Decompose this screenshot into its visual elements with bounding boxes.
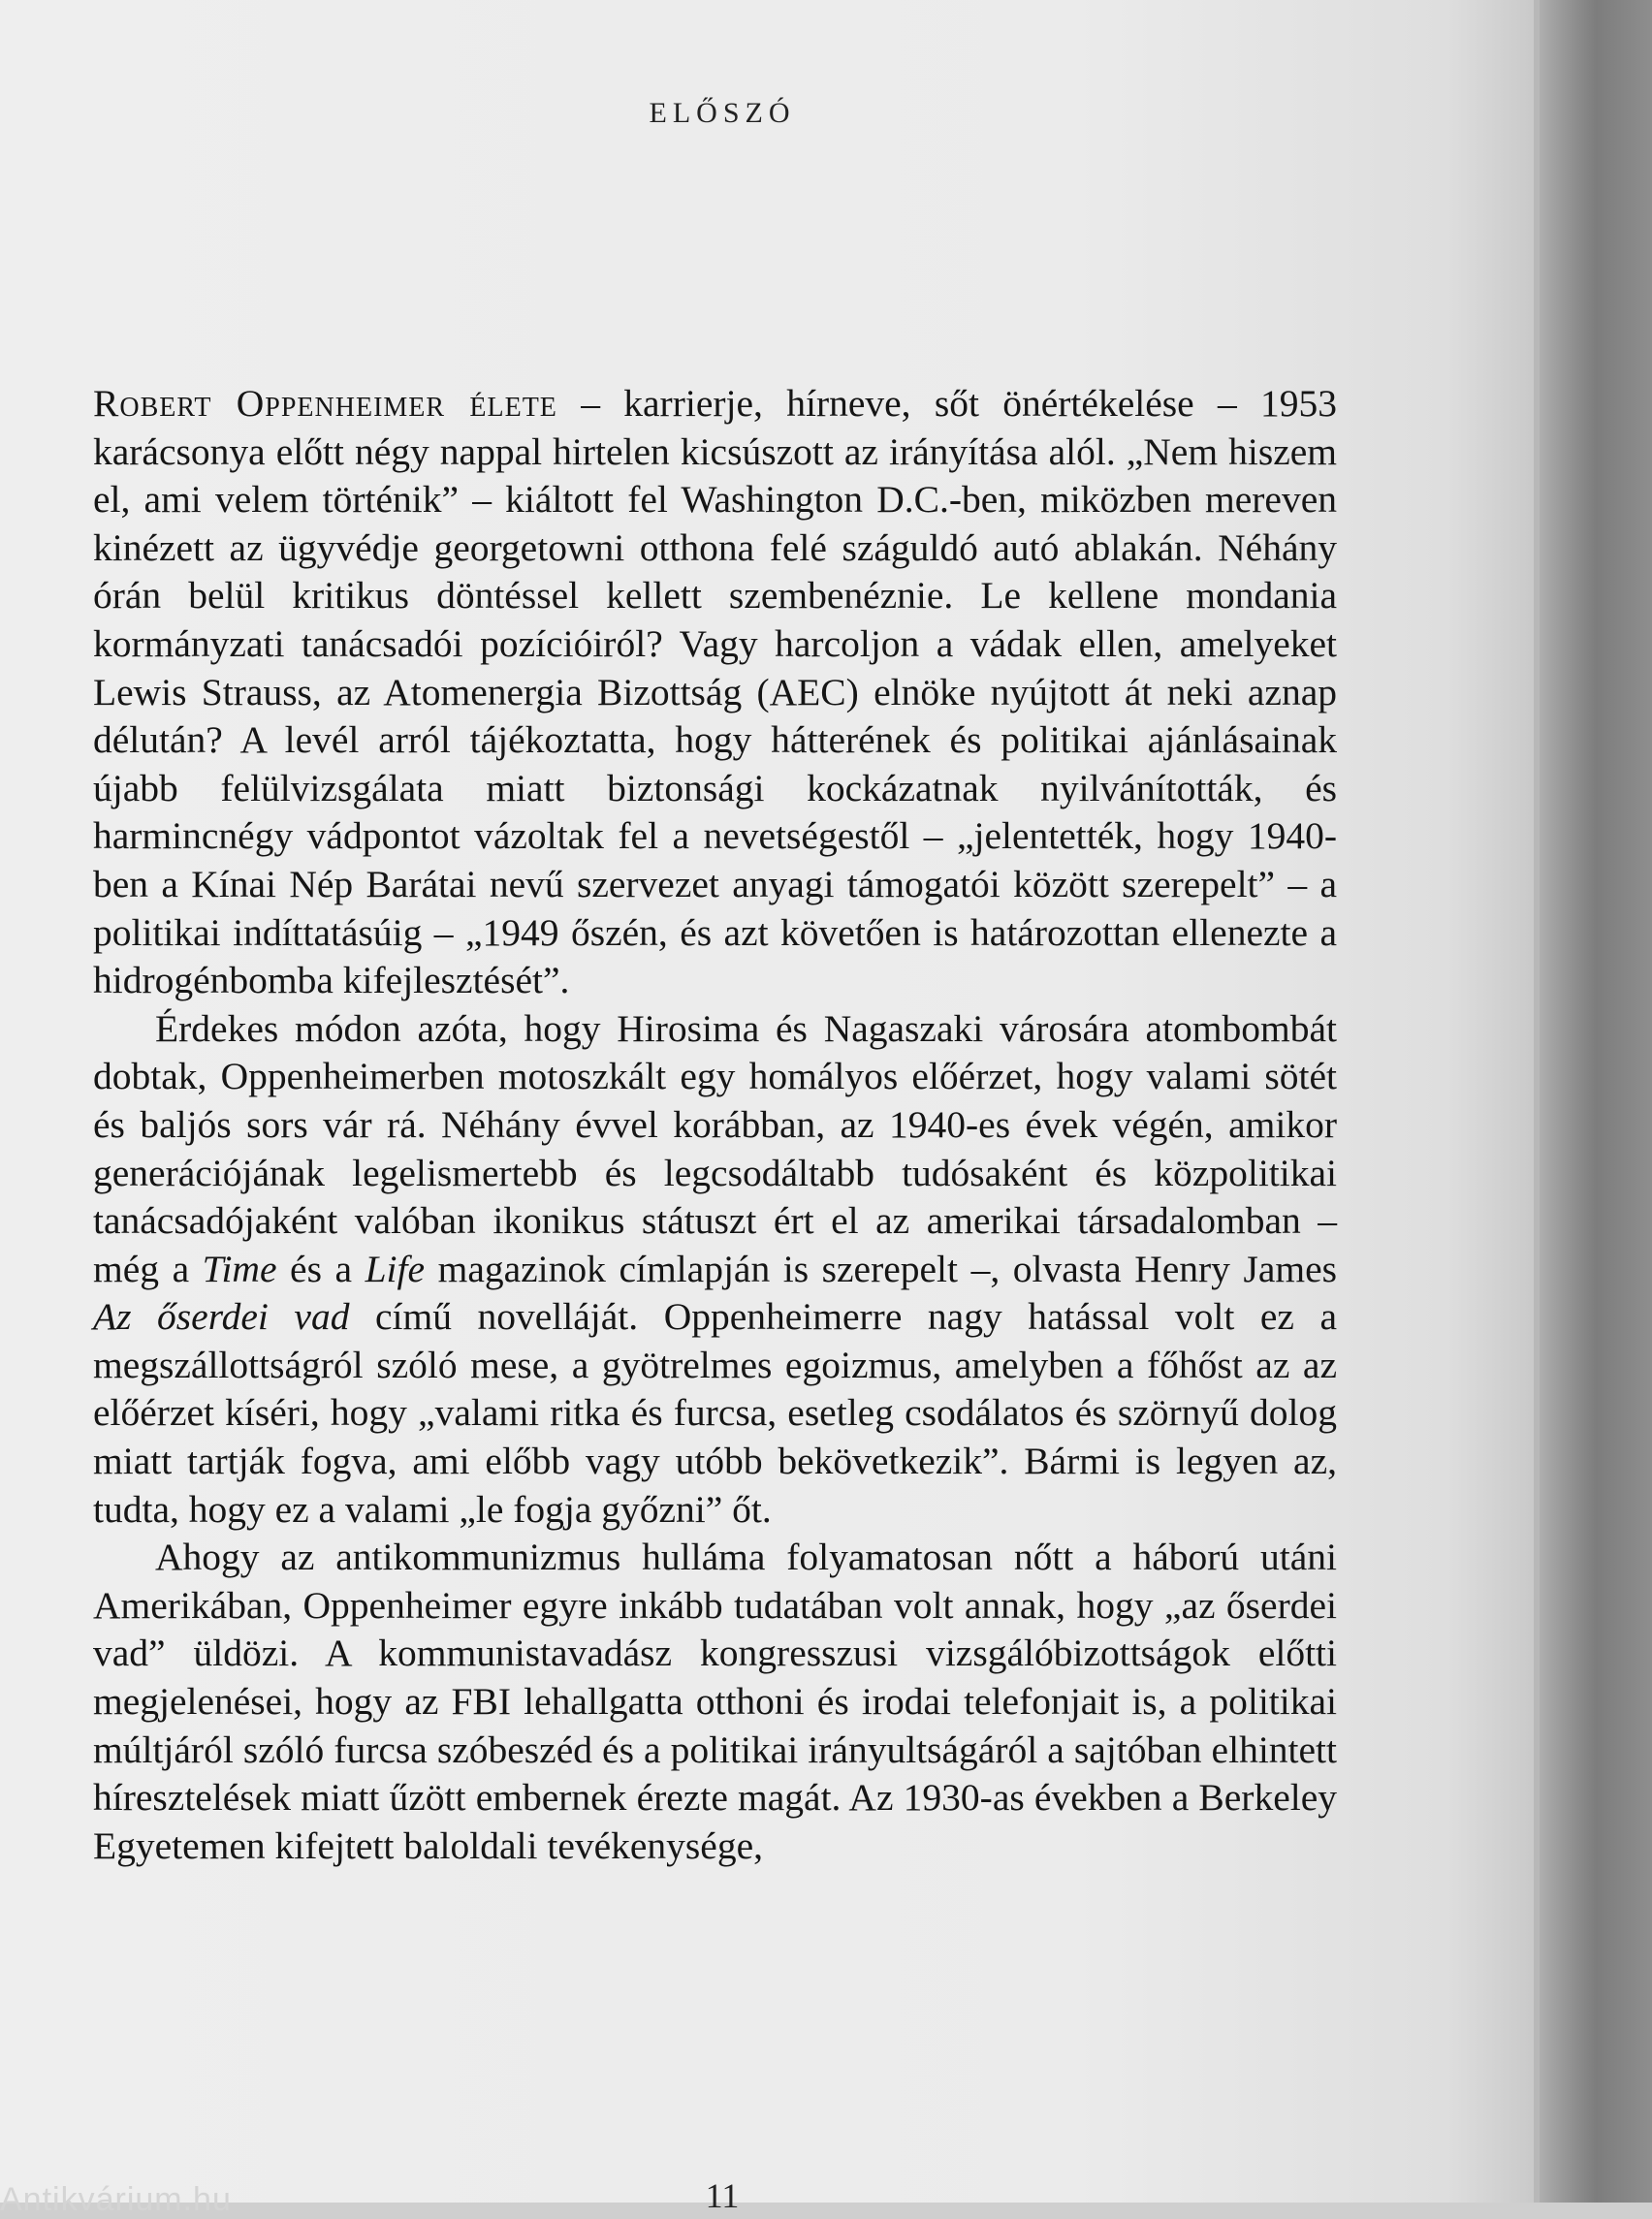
opening-small-caps: Robert Oppenheimer élete	[93, 382, 557, 425]
paragraph-2-text-d: című novelláját. Oppenheimerre nagy hatással volt ez a megszállottságról szóló mese, a gyötrelmes egoizmus, amelyben a főhőst az az előérzet kíséri, hogy „valami ritka és furcsa, esetleg csodálatos és szörnyű dolog miatt tartják fogva, ami előbb vagy utóbb bekövetkezik”. Bármi is legyen az, tudta, hogy ez a valami „le fogja győzni” őt.	[93, 1295, 1337, 1531]
paragraph-2-text-b: és a	[276, 1247, 365, 1290]
paragraph-3	[93, 1534, 1337, 1870]
magazine-title-life: Life	[365, 1247, 426, 1290]
watermark: Antikvárium.hu	[0, 2181, 232, 2218]
magazine-title-time: Time	[202, 1247, 277, 1290]
paragraph-2-text-a: Érdekes módon azóta, hogy Hirosima és Nagaszaki városára atombombát dobtak, Oppenheimerben motoszkált egy homályos előérzet, hogy valami sötét és baljós sors vár rá. Néhány évvel korábban, az 1940-es évek végén, amikor generációjának legelismertebb és legcsodáltabb tudósaként és közpolitikai tanácsadójaként valóban ikonikus státuszt ért el az amerikai társadalomban – még a	[93, 1006, 1337, 1290]
paragraph-1	[93, 380, 1337, 1005]
body-text	[93, 380, 1337, 1870]
paragraph-2-text-c: magazinok címlapján is szerepelt –, olvasta Henry James	[425, 1247, 1337, 1290]
chapter-title: ELŐSZÓ	[649, 97, 796, 129]
paragraph-2	[93, 1005, 1337, 1535]
page-edge	[1534, 0, 1540, 2203]
paragraph-1-text: – karrierje, hírneve, sőt önértékelése – 1953 karácsonya előtt négy nappal hirtelen kicsúszott az irányítása alól. „Nem hiszem el, ami velem történik” – kiáltott fel Washington D.C.-ben, miközben mereven kinézett az ügyvédje georgetowni otthona felé száguldó autó ablakán. Néhány órán belül kritikus döntéssel kellett szembenéznie. Le kellene mondania kormányzati tanácsadói pozícióiról? Vagy harcoljon a vádak ellen, amelyeket Lewis Strauss, az Atomenergia Bizottság (AEC) elnöke nyújtott át neki aznap délután? A levél arról tájékoztatta, hogy hátterének és politikai ajánlásainak újabb felülvizsgálata miatt biztonsági kockázatnak nyilvánították, és harmincnégy vádpontot vázoltak fel a nevetségestől – „jelentették, hogy 1940-ben a Kínai Nép Barátai nevű szervezet anyagi támogatói között szerepelt” – a politikai indíttatásúig – „1949 őszén, és azt követően is határozottan ellenezte a hidrogénbomba kifejlesztését”.	[93, 382, 1337, 1002]
paragraph-3-text: Ahogy az antikommunizmus hulláma folyamatosan nőtt a háború utáni Amerikában, Oppenheimer egyre inkább tudatában volt annak, hogy „az őserdei vad” üldözi. A kommunistavadász kongresszusi vizsgálóbizottságok előtti megjelenései, hogy az FBI lehallgatta otthoni és irodai telefonjait is, a politikai múltjáról szóló furcsa szóbeszéd és a politikai irányultságáról a sajtóban elhintett híresztelések miatt űzött embernek érezte magát. Az 1930-as években a Berkeley Egyetemen kifejtett baloldali tevékenysége,	[93, 1536, 1337, 1867]
page-number: 11	[705, 2176, 740, 2215]
novella-title: Az őserdei vad	[93, 1295, 350, 1339]
